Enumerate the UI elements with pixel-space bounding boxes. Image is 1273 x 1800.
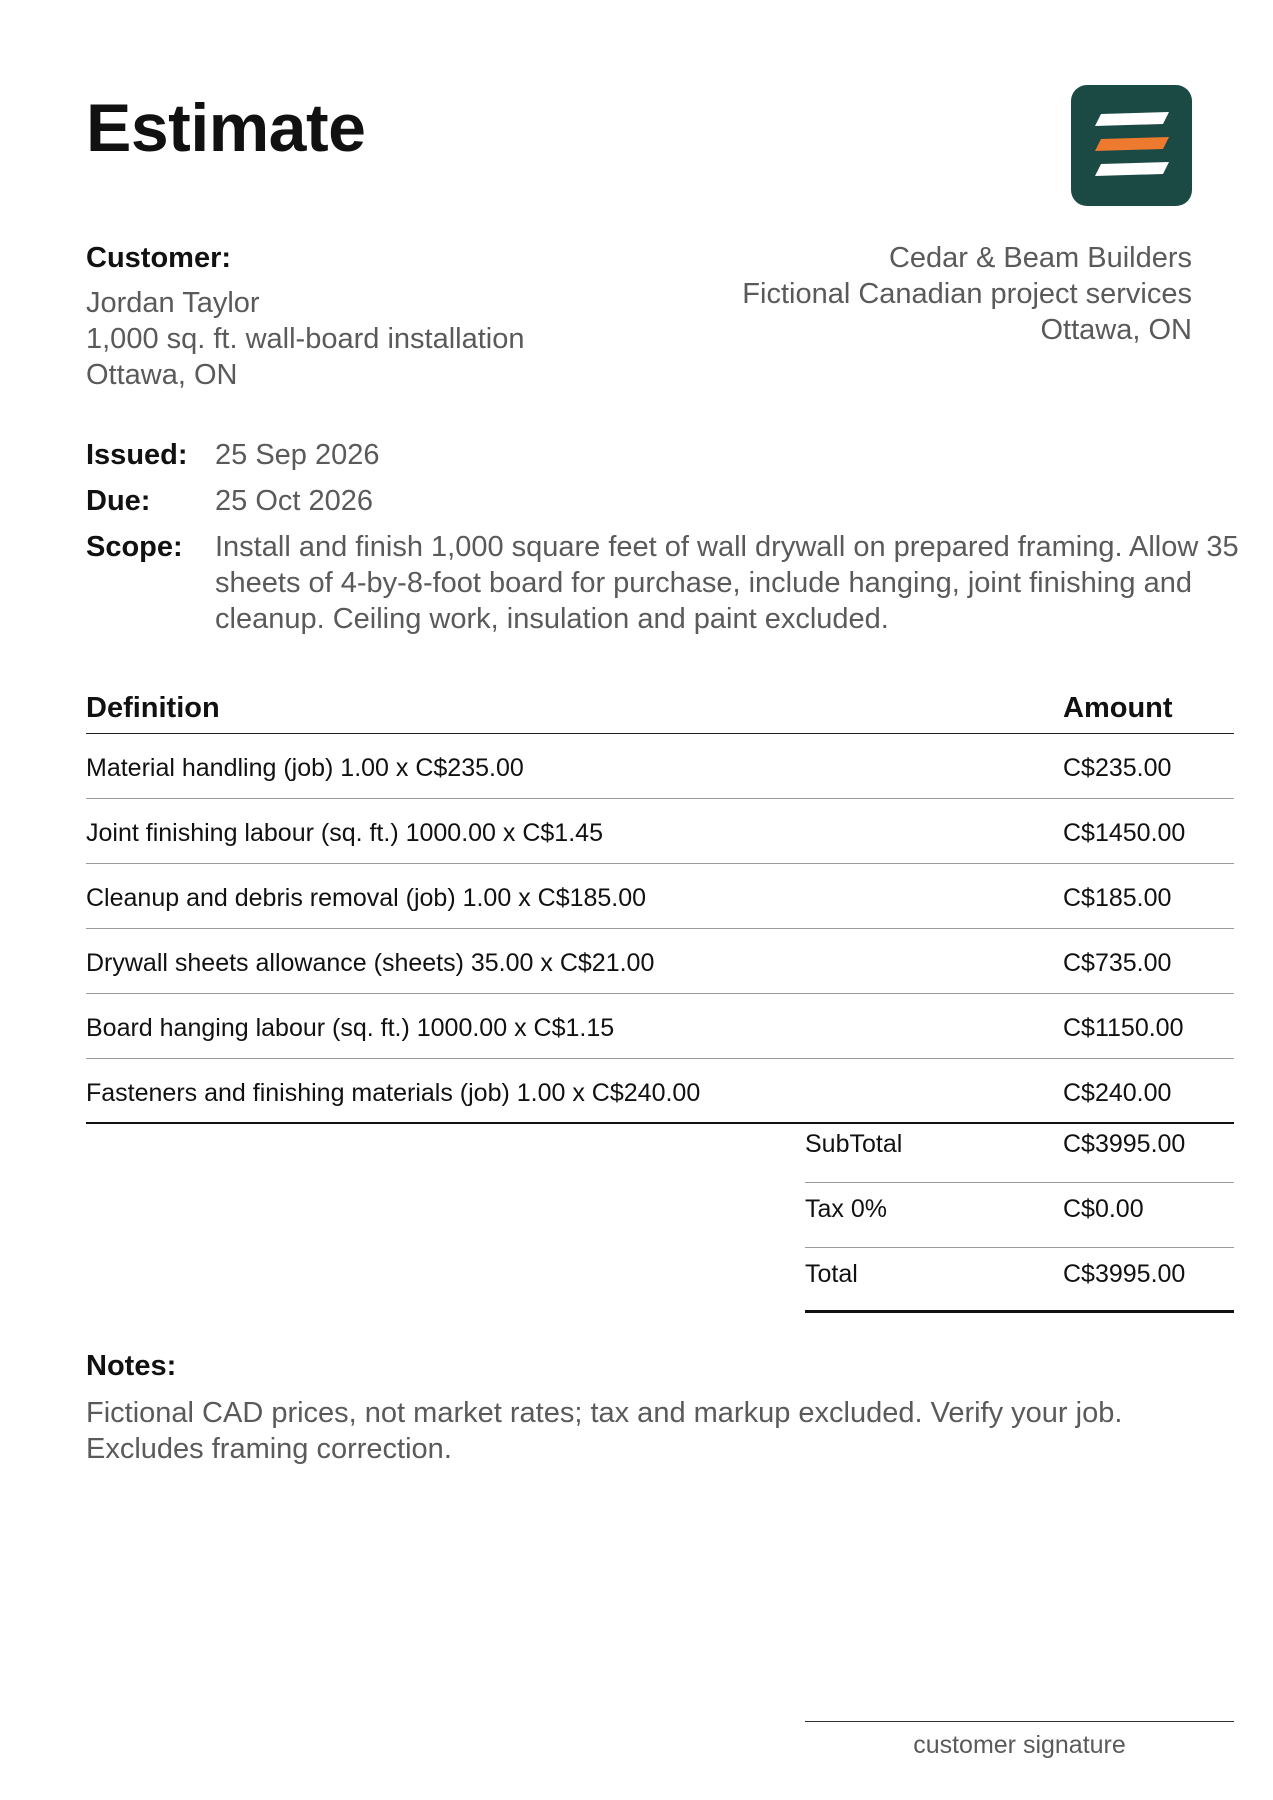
- row-amount: C$185.00: [1063, 884, 1172, 912]
- total-label: Total: [805, 1260, 858, 1288]
- row-definition: Cleanup and debris removal (job) 1.00 x C$185.00: [86, 884, 647, 912]
- company-tagline: Fictional Canadian project services: [742, 278, 1192, 310]
- table-row: [86, 994, 1234, 1059]
- customer-location: Ottawa, ON: [86, 359, 238, 391]
- row-definition: Drywall sheets allowance (sheets) 35.00 x C$21.00: [86, 949, 655, 977]
- due-label: Due:: [86, 485, 151, 517]
- signature-line: [805, 1721, 1234, 1722]
- row-definition: Fasteners and finishing materials (job) 1.00 x C$240.00: [86, 1079, 701, 1107]
- notes-label: Notes:: [86, 1350, 177, 1382]
- subtotal-label: SubTotal: [805, 1130, 903, 1158]
- notes-text: Fictional CAD prices, not market rates; tax and markup excluded. Verify your job. Excludes framing correction.: [86, 1397, 1123, 1465]
- scope-text: Install and finish 1,000 square feet of wall drywall on prepared framing. Allow 35 sheets of 4-by-8-foot board for purchase, include hanging, joint finishing and cleanup. Ceiling work, insulation and paint excluded.: [215, 531, 1239, 635]
- company-name: Cedar & Beam Builders: [888, 242, 1192, 274]
- issued-label: Issued:: [86, 439, 188, 471]
- subtotal-value: C$3995.00: [1063, 1130, 1186, 1158]
- amount-header: Amount: [1063, 692, 1173, 724]
- row-divider: [805, 1310, 1234, 1313]
- customer-project: 1,000 sq. ft. wall-board installation: [86, 323, 525, 355]
- row-amount: C$1150.00: [1063, 1014, 1184, 1042]
- tax-value: C$0.00: [1063, 1195, 1144, 1223]
- total-row: [805, 1248, 1234, 1313]
- definition-header: Definition: [86, 692, 220, 724]
- company-details: [742, 240, 1192, 348]
- tax-label: Tax 0%: [805, 1195, 887, 1223]
- tax-row: [805, 1183, 1234, 1248]
- row-amount: C$1450.00: [1063, 819, 1186, 847]
- due-date: 25 Oct 2026: [215, 485, 373, 517]
- scope-label: Scope:: [86, 531, 183, 563]
- table-row: [86, 929, 1234, 994]
- customer-label: Customer:: [86, 242, 232, 274]
- document-title: Estimate: [86, 90, 366, 166]
- row-definition: Joint finishing labour (sq. ft.) 1000.00 x C$1.45: [86, 819, 603, 847]
- table-row: [86, 799, 1234, 864]
- table-row: [86, 734, 1234, 799]
- row-definition: Board hanging labour (sq. ft.) 1000.00 x C$1.15: [86, 1014, 615, 1042]
- table-row: [86, 864, 1234, 929]
- row-definition: Material handling (job) 1.00 x C$235.00: [86, 754, 524, 782]
- row-amount: C$235.00: [1063, 754, 1172, 782]
- customer-details: [86, 285, 524, 393]
- row-amount: C$240.00: [1063, 1079, 1172, 1107]
- company-location: Ottawa, ON: [1040, 314, 1192, 346]
- issued-date: 25 Sep 2026: [215, 439, 380, 471]
- table-row: [86, 1059, 1234, 1124]
- signature-label: customer signature: [913, 1731, 1126, 1759]
- customer-name: Jordan Taylor: [86, 287, 260, 319]
- subtotal-row: [805, 1118, 1234, 1183]
- total-value: C$3995.00: [1063, 1260, 1186, 1288]
- row-amount: C$735.00: [1063, 949, 1172, 977]
- stacked-boards-logo-icon: [1071, 85, 1192, 206]
